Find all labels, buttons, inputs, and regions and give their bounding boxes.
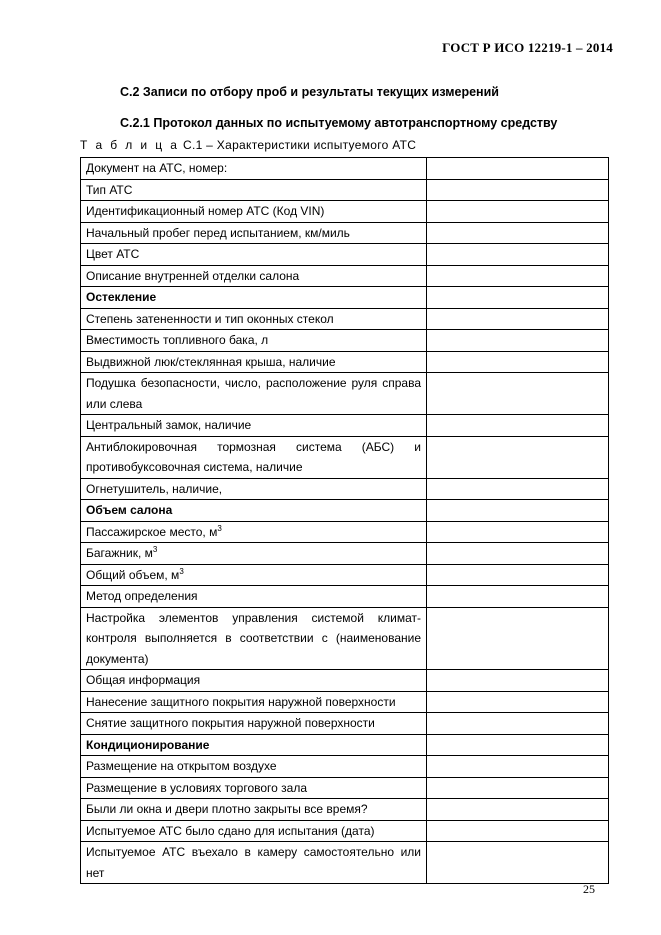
row-value: [427, 521, 609, 543]
row-value: [427, 607, 609, 670]
row-value: [427, 287, 609, 309]
table-row: [81, 607, 609, 670]
row-value: [427, 308, 609, 330]
table-row: [81, 308, 609, 330]
row-label: Испытуемое АТС въехало в камеру самостоятельно или нет: [81, 842, 427, 884]
row-value: [427, 265, 609, 287]
row-value: [427, 330, 609, 352]
row-label: Антиблокировочная тормозная система (АБС) и противобуксовочная система, наличие: [81, 436, 427, 478]
row-label: Цвет АТС: [81, 244, 427, 266]
vehicle-characteristics-table: [80, 157, 609, 884]
row-value: [427, 436, 609, 478]
row-label: Тип АТС: [81, 179, 427, 201]
table-row: [81, 436, 609, 478]
row-value: [427, 820, 609, 842]
table-row: [81, 820, 609, 842]
row-value: [427, 842, 609, 884]
table-row: [81, 521, 609, 543]
section-title: С.2 Записи по отбору проб и результаты текущих измерений: [120, 85, 499, 99]
row-value: [427, 756, 609, 778]
subsection-title: С.2.1 Протокол данных по испытуемому автотранспортному средству: [120, 116, 558, 130]
row-value: [427, 564, 609, 586]
row-value: [427, 244, 609, 266]
row-value: [427, 691, 609, 713]
row-value: [427, 713, 609, 735]
table-row: [81, 586, 609, 608]
table-row: [81, 179, 609, 201]
row-value: [427, 734, 609, 756]
group-heading: Кондиционирование: [81, 734, 427, 756]
table-row: [81, 222, 609, 244]
row-value: [427, 351, 609, 373]
table-row: [81, 265, 609, 287]
row-label: Общая информация: [81, 670, 427, 692]
row-label: Испытуемое АТС было сдано для испытания (дата): [81, 820, 427, 842]
row-value: [427, 670, 609, 692]
table-group-row: [81, 500, 609, 522]
row-label: Степень затененности и тип оконных стекол: [81, 308, 427, 330]
row-value: [427, 158, 609, 180]
table-row: [81, 713, 609, 735]
table-group-row: [81, 287, 609, 309]
unit-superscript: 3: [179, 566, 184, 576]
row-label: Начальный пробег перед испытанием, км/миль: [81, 222, 427, 244]
page-number: 25: [583, 882, 595, 896]
row-label-text: Пассажирское место, м: [86, 524, 218, 539]
row-label: Подушка безопасности, число, расположение руля справа или слева: [81, 373, 427, 415]
table-row: [81, 330, 609, 352]
table-row: [81, 373, 609, 415]
row-label: Размещение в условиях торгового зала: [81, 777, 427, 799]
row-value: [427, 478, 609, 500]
group-heading: Остекление: [81, 287, 427, 309]
row-label: Размещение на открытом воздухе: [81, 756, 427, 778]
row-value: [427, 500, 609, 522]
row-label: Настройка элементов управления системой климат-контроля выполняется в соответствии с (наименование документа): [81, 607, 427, 670]
row-label: Снятие защитного покрытия наружной поверхности: [81, 713, 427, 735]
row-value: [427, 586, 609, 608]
group-heading: Объем салона: [81, 500, 427, 522]
row-label: Вместимость топливного бака, л: [81, 330, 427, 352]
row-label: Центральный замок, наличие: [81, 415, 427, 437]
table-row: [81, 478, 609, 500]
row-value: [427, 777, 609, 799]
table-row: [81, 158, 609, 180]
table-row: [81, 842, 609, 884]
row-label: Метод определения: [81, 586, 427, 608]
table-caption-prefix: Т а б л и ц а: [80, 138, 180, 152]
row-label: Огнетушитель, наличие,: [81, 478, 427, 500]
row-value: [427, 415, 609, 437]
row-value: [427, 543, 609, 565]
table-row: [81, 799, 609, 821]
document-header: ГОСТ Р ИСО 12219-1 – 2014: [442, 40, 613, 55]
table-row: [81, 564, 609, 586]
table-row: [81, 351, 609, 373]
row-label: Документ на АТС, номер:: [81, 158, 427, 180]
row-label: Идентификационный номер АТС (Код VIN): [81, 201, 427, 223]
row-label-text: Общий объем, м: [86, 567, 180, 582]
unit-superscript: 3: [217, 523, 222, 533]
table-row: [81, 777, 609, 799]
row-value: [427, 201, 609, 223]
row-label: [81, 564, 427, 586]
table-row: [81, 201, 609, 223]
table-caption: [80, 138, 416, 152]
table-row: [81, 756, 609, 778]
table-caption-text: С.1 – Характеристики испытуемого АТС: [179, 138, 417, 152]
table-row: [81, 691, 609, 713]
row-value: [427, 179, 609, 201]
row-value: [427, 222, 609, 244]
row-value: [427, 373, 609, 415]
row-value: [427, 799, 609, 821]
row-label: Нанесение защитного покрытия наружной поверхности: [81, 691, 427, 713]
row-label-text: Багажник, м: [86, 546, 153, 560]
table-row: [81, 244, 609, 266]
table-row: [81, 415, 609, 437]
table-row: [81, 670, 609, 692]
row-label: [81, 521, 427, 543]
unit-superscript: 3: [152, 545, 158, 554]
row-label: [81, 543, 427, 565]
table-row: [81, 543, 609, 565]
row-label: Описание внутренней отделки салона: [81, 265, 427, 287]
table-group-row: [81, 734, 609, 756]
row-label: Были ли окна и двери плотно закрыты все время?: [81, 799, 427, 821]
row-label: Выдвижной люк/стеклянная крыша, наличие: [81, 351, 427, 373]
